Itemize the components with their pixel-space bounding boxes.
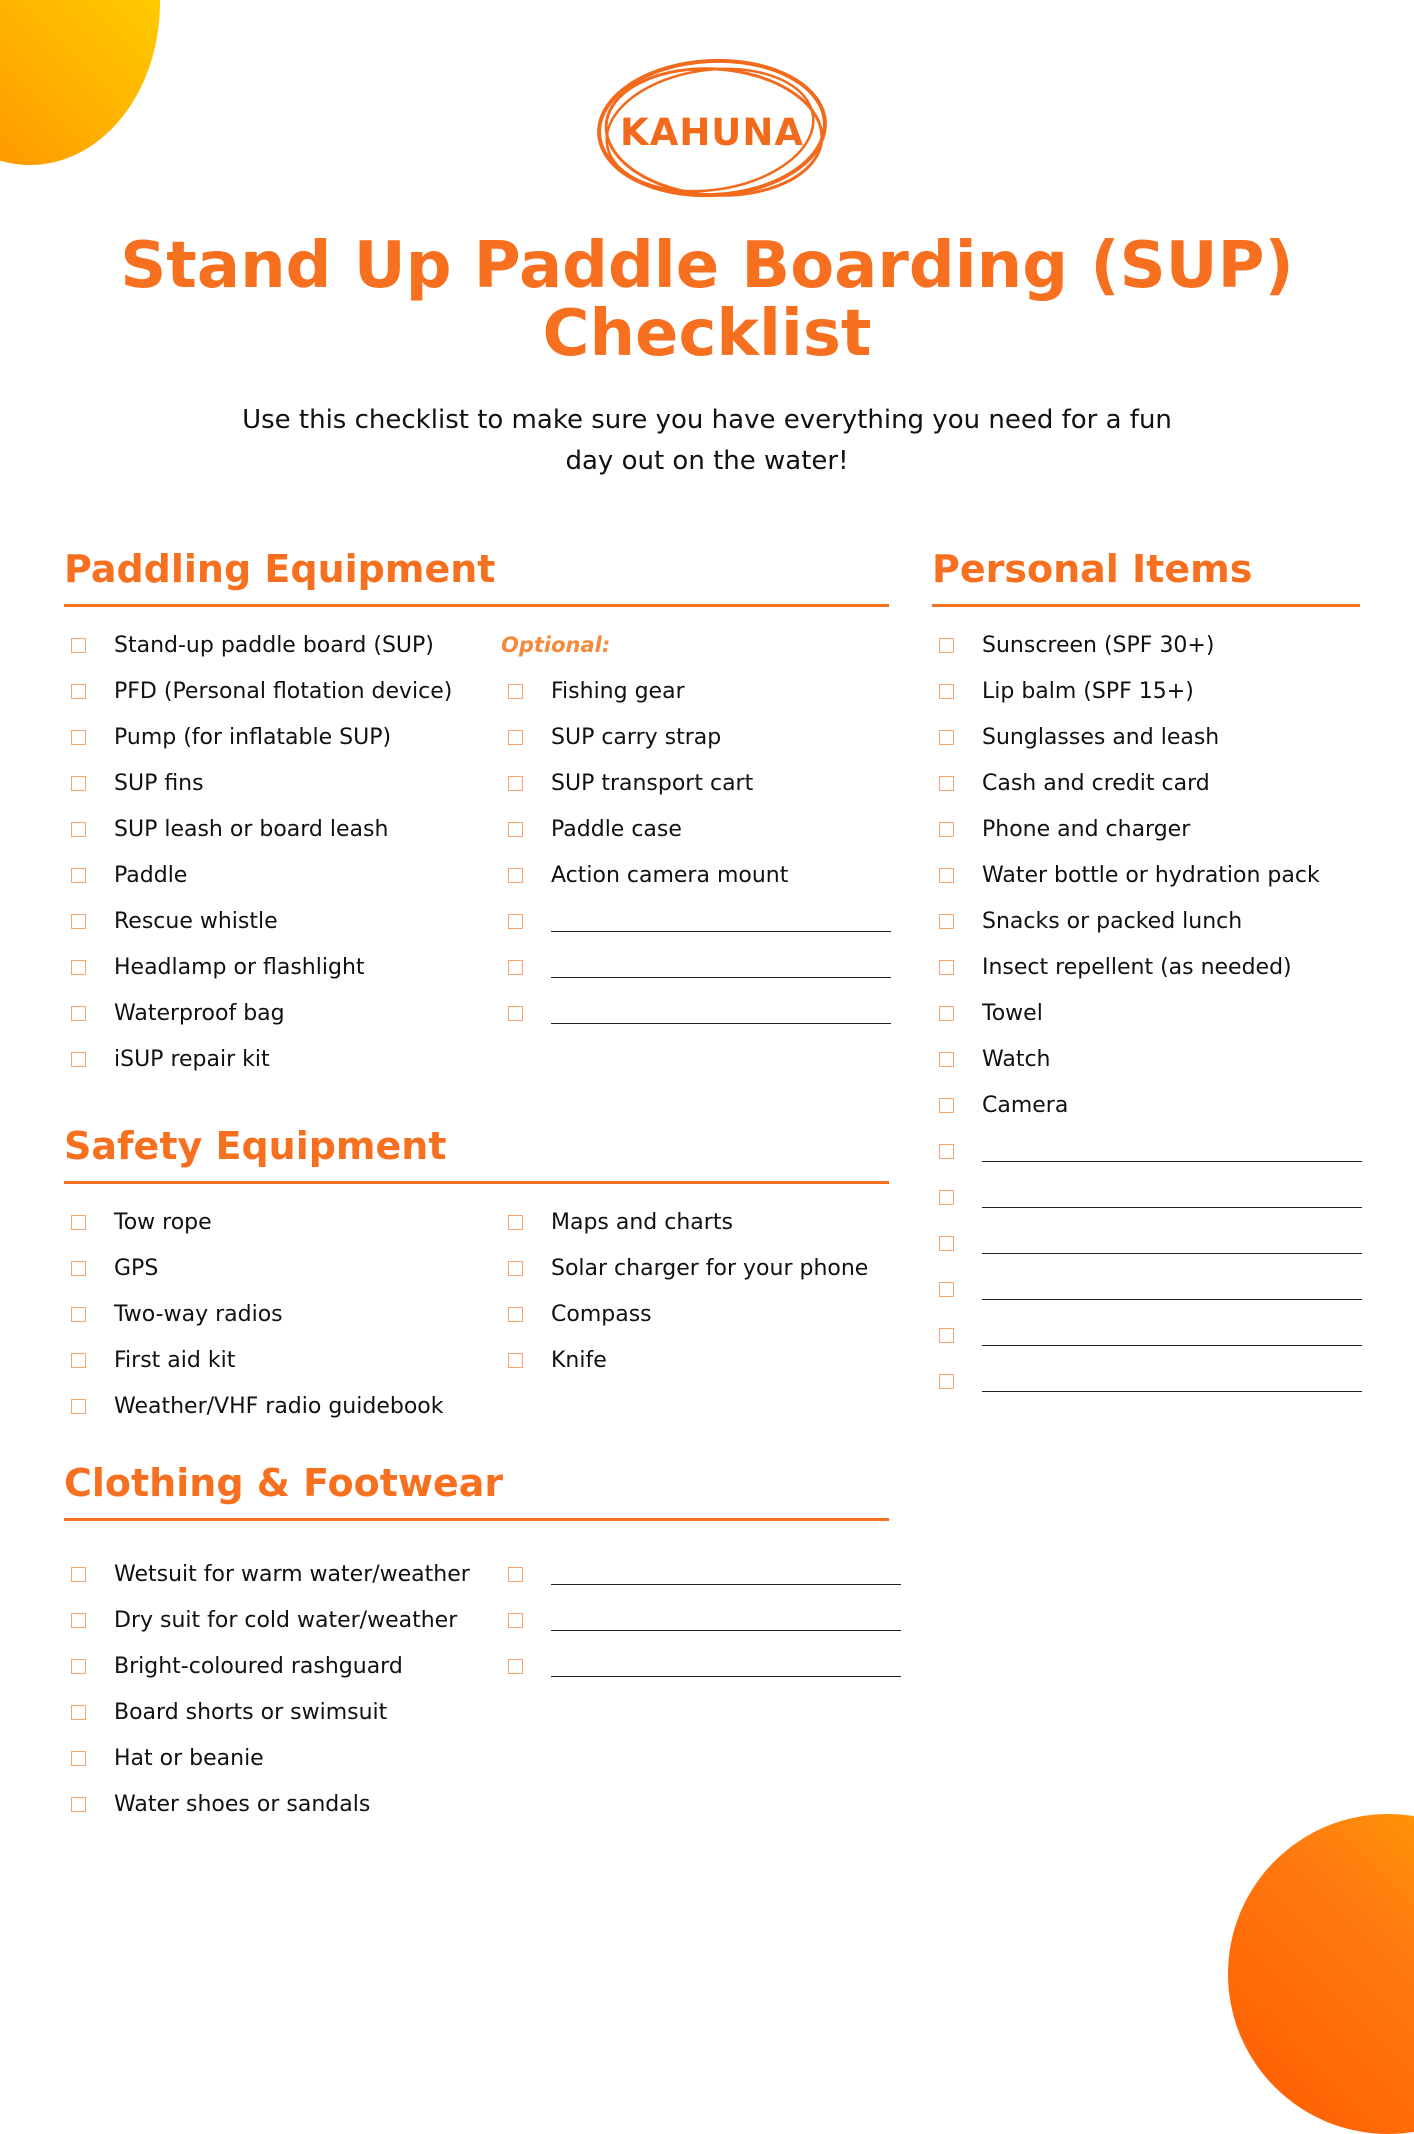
- checkbox[interactable]: [508, 1659, 523, 1674]
- item-label: Cash and credit card: [982, 770, 1210, 796]
- checkbox[interactable]: [71, 638, 86, 653]
- checklist-item[interactable]: [501, 806, 891, 852]
- checklist-item[interactable]: [501, 852, 891, 898]
- checklist-item[interactable]: [64, 1735, 484, 1781]
- checkbox[interactable]: [71, 684, 86, 699]
- item-label: Waterproof bag: [114, 1000, 285, 1026]
- item-label: Action camera mount: [551, 862, 789, 888]
- checkbox[interactable]: [71, 1307, 86, 1322]
- checkbox[interactable]: [71, 1751, 86, 1766]
- subtitle-line-2: day out on the water!: [565, 446, 849, 476]
- checkbox[interactable]: [939, 1282, 954, 1297]
- blank-checklist-item[interactable]: [932, 1312, 1362, 1358]
- checkbox[interactable]: [71, 1659, 86, 1674]
- checkbox[interactable]: [939, 638, 954, 653]
- item-label: Bright-coloured rashguard: [114, 1653, 403, 1679]
- checkbox[interactable]: [71, 1052, 86, 1067]
- checkbox[interactable]: [71, 1705, 86, 1720]
- checkbox[interactable]: [71, 822, 86, 837]
- item-label: Phone and charger: [982, 816, 1191, 842]
- checkbox[interactable]: [71, 868, 86, 883]
- item-label: GPS: [114, 1255, 159, 1281]
- checklist-item[interactable]: [64, 806, 484, 852]
- checklist-item[interactable]: [64, 990, 484, 1036]
- checkbox[interactable]: [939, 1006, 954, 1021]
- blank-checklist-item[interactable]: [501, 944, 891, 990]
- checklist-item[interactable]: [501, 1245, 891, 1291]
- checklist-item[interactable]: [932, 760, 1362, 806]
- checkbox[interactable]: [939, 1374, 954, 1389]
- item-label: Dry suit for cold water/weather: [114, 1607, 458, 1633]
- checkbox[interactable]: [939, 1098, 954, 1113]
- checklist-item[interactable]: [501, 1337, 891, 1383]
- checklist-item[interactable]: [932, 622, 1362, 668]
- blank-line[interactable]: [982, 1135, 1362, 1162]
- item-label: Snacks or packed lunch: [982, 908, 1243, 934]
- safety-list-right: [501, 1199, 891, 1383]
- checkbox[interactable]: [508, 1261, 523, 1276]
- checkbox[interactable]: [939, 1190, 954, 1205]
- checkbox[interactable]: [939, 1328, 954, 1343]
- checkbox[interactable]: [939, 684, 954, 699]
- item-label: Sunscreen (SPF 30+): [982, 632, 1215, 658]
- checklist-item[interactable]: [64, 1245, 484, 1291]
- item-label: Headlamp or flashlight: [114, 954, 365, 980]
- blank-checklist-item[interactable]: [932, 1358, 1362, 1404]
- item-label: Paddle case: [551, 816, 682, 842]
- checklist-item[interactable]: [64, 622, 484, 668]
- personal-list: [932, 622, 1362, 1404]
- item-label: SUP transport cart: [551, 770, 754, 796]
- clothing-blank-list: [501, 1551, 901, 1689]
- checkbox[interactable]: [939, 960, 954, 975]
- item-label: SUP fins: [114, 770, 204, 796]
- item-label: Rescue whistle: [114, 908, 278, 934]
- section-divider: [932, 604, 1360, 607]
- item-label: Fishing gear: [551, 678, 685, 704]
- checkbox[interactable]: [71, 1215, 86, 1230]
- checklist-item[interactable]: [64, 898, 484, 944]
- checkbox[interactable]: [508, 914, 523, 929]
- item-label: SUP carry strap: [551, 724, 722, 750]
- item-label: Water bottle or hydration pack: [982, 862, 1320, 888]
- item-label: Stand-up paddle board (SUP): [114, 632, 434, 658]
- section-divider: [64, 1181, 889, 1184]
- section-heading-safety: Safety Equipment: [64, 1124, 447, 1168]
- blank-line[interactable]: [551, 905, 891, 932]
- checkbox[interactable]: [71, 1353, 86, 1368]
- blank-line[interactable]: [982, 1227, 1362, 1254]
- checkbox[interactable]: [939, 776, 954, 791]
- checkbox[interactable]: [939, 1144, 954, 1159]
- section-divider: [64, 604, 889, 607]
- checklist-item[interactable]: [932, 990, 1362, 1036]
- corner-decoration-top-left: [0, 0, 160, 165]
- item-label: Compass: [551, 1301, 652, 1327]
- blank-line[interactable]: [551, 1650, 901, 1677]
- checklist-item[interactable]: [64, 1781, 484, 1827]
- item-label: Insect repellent (as needed): [982, 954, 1292, 980]
- checklist-item[interactable]: [932, 852, 1362, 898]
- checklist-item[interactable]: [932, 898, 1362, 944]
- item-label: Knife: [551, 1347, 607, 1373]
- checkbox[interactable]: [508, 730, 523, 745]
- checkbox[interactable]: [71, 914, 86, 929]
- item-label: iSUP repair kit: [114, 1046, 270, 1072]
- checkbox[interactable]: [508, 1307, 523, 1322]
- checklist-item[interactable]: [64, 1643, 484, 1689]
- checklist-item[interactable]: [64, 1291, 484, 1337]
- item-label: SUP leash or board leash: [114, 816, 389, 842]
- checklist-item[interactable]: [932, 714, 1362, 760]
- item-label: Wetsuit for warm water/weather: [114, 1561, 470, 1587]
- section-heading-paddling: Paddling Equipment: [64, 547, 496, 591]
- optional-label: Optional:: [501, 633, 611, 657]
- corner-decoration-bottom-right: [1228, 1814, 1414, 2134]
- item-label: Towel: [982, 1000, 1043, 1026]
- checkbox[interactable]: [71, 1567, 86, 1582]
- section-heading-clothing: Clothing & Footwear: [64, 1461, 504, 1505]
- blank-line[interactable]: [551, 1604, 901, 1631]
- checkbox[interactable]: [508, 1215, 523, 1230]
- subtitle-line-1: Use this checklist to make sure you have everything you need for a fun: [242, 405, 1172, 435]
- checklist-item[interactable]: [501, 714, 891, 760]
- checklist-item[interactable]: [501, 760, 891, 806]
- checkbox[interactable]: [939, 868, 954, 883]
- logo-text: KAHUNA: [620, 110, 804, 154]
- blank-checklist-item[interactable]: [501, 1643, 901, 1689]
- page-title: [60, 229, 1354, 371]
- checkbox[interactable]: [939, 1052, 954, 1067]
- checkbox[interactable]: [71, 1797, 86, 1812]
- paddling-list: [64, 622, 484, 1082]
- checkbox[interactable]: [508, 776, 523, 791]
- title-line-2: Checklist: [542, 297, 872, 371]
- checkbox[interactable]: [71, 1613, 86, 1628]
- blank-checklist-item[interactable]: [501, 990, 891, 1036]
- checklist-item[interactable]: [932, 806, 1362, 852]
- checklist-item[interactable]: [501, 1291, 891, 1337]
- item-label: Water shoes or sandals: [114, 1791, 371, 1817]
- paddling-optional-list: [501, 622, 891, 1036]
- checklist-item[interactable]: [501, 1199, 891, 1245]
- checklist-item[interactable]: [932, 1082, 1362, 1128]
- checkbox[interactable]: [939, 1236, 954, 1251]
- checkbox[interactable]: [939, 914, 954, 929]
- item-label: Board shorts or swimsuit: [114, 1699, 388, 1725]
- blank-line[interactable]: [551, 1558, 901, 1585]
- checkbox[interactable]: [508, 868, 523, 883]
- blank-line[interactable]: [982, 1365, 1362, 1392]
- checklist-item[interactable]: [64, 1551, 484, 1597]
- checklist-item[interactable]: [64, 1036, 484, 1082]
- checkbox[interactable]: [71, 1399, 86, 1414]
- blank-checklist-item[interactable]: [932, 1174, 1362, 1220]
- item-label: Lip balm (SPF 15+): [982, 678, 1194, 704]
- checklist-item[interactable]: [932, 668, 1362, 714]
- checkbox[interactable]: [508, 1006, 523, 1021]
- item-label: First aid kit: [114, 1347, 236, 1373]
- checklist-item[interactable]: [64, 944, 484, 990]
- checkbox[interactable]: [71, 730, 86, 745]
- blank-checklist-item[interactable]: [501, 1597, 901, 1643]
- checklist-item[interactable]: [64, 1337, 484, 1383]
- checkbox[interactable]: [939, 730, 954, 745]
- checkbox[interactable]: [508, 1353, 523, 1368]
- checkbox[interactable]: [508, 822, 523, 837]
- checklist-item[interactable]: [64, 1199, 484, 1245]
- item-label: Paddle: [114, 862, 188, 888]
- item-label: Pump (for inflatable SUP): [114, 724, 392, 750]
- item-label: Weather/VHF radio guidebook: [114, 1393, 444, 1419]
- clothing-list: [64, 1551, 484, 1827]
- checkbox[interactable]: [71, 1006, 86, 1021]
- safety-list-left: [64, 1199, 484, 1429]
- section-heading-personal: Personal Items: [932, 547, 1253, 591]
- checkbox[interactable]: [508, 1613, 523, 1628]
- checklist-item[interactable]: [64, 852, 484, 898]
- checklist-item[interactable]: [932, 944, 1362, 990]
- item-label: Camera: [982, 1092, 1069, 1118]
- checklist-item[interactable]: [64, 714, 484, 760]
- checkbox[interactable]: [508, 960, 523, 975]
- item-label: Tow rope: [114, 1209, 212, 1235]
- blank-checklist-item[interactable]: [501, 1551, 901, 1597]
- checklist-item[interactable]: [64, 760, 484, 806]
- title-line-1: Stand Up Paddle Boarding (SUP): [120, 229, 1294, 303]
- blank-line[interactable]: [982, 1319, 1362, 1346]
- blank-line[interactable]: [551, 951, 891, 978]
- checklist-item[interactable]: [932, 1036, 1362, 1082]
- checklist-item[interactable]: [501, 668, 891, 714]
- item-label: PFD (Personal flotation device): [114, 678, 453, 704]
- item-label: Maps and charts: [551, 1209, 733, 1235]
- checklist-item[interactable]: [64, 668, 484, 714]
- checklist-item[interactable]: [64, 1597, 484, 1643]
- item-label: Sunglasses and leash: [982, 724, 1220, 750]
- checklist-item[interactable]: [64, 1689, 484, 1735]
- checkbox[interactable]: [939, 822, 954, 837]
- checklist-item[interactable]: [64, 1383, 484, 1429]
- checkbox[interactable]: [71, 776, 86, 791]
- item-label: Hat or beanie: [114, 1745, 264, 1771]
- blank-line[interactable]: [982, 1181, 1362, 1208]
- item-label: Solar charger for your phone: [551, 1255, 869, 1281]
- checkbox[interactable]: [71, 960, 86, 975]
- blank-checklist-item[interactable]: [932, 1128, 1362, 1174]
- page-subtitle: [220, 400, 1194, 482]
- blank-line[interactable]: [551, 997, 891, 1024]
- item-label: Watch: [982, 1046, 1051, 1072]
- checkbox[interactable]: [508, 684, 523, 699]
- kahuna-logo: [592, 52, 832, 216]
- section-divider: [64, 1518, 889, 1521]
- blank-checklist-item[interactable]: [932, 1220, 1362, 1266]
- item-label: Two-way radios: [114, 1301, 283, 1327]
- checkbox[interactable]: [508, 1567, 523, 1582]
- blank-checklist-item[interactable]: [932, 1266, 1362, 1312]
- blank-line[interactable]: [982, 1273, 1362, 1300]
- blank-checklist-item[interactable]: [501, 898, 891, 944]
- checkbox[interactable]: [71, 1261, 86, 1276]
